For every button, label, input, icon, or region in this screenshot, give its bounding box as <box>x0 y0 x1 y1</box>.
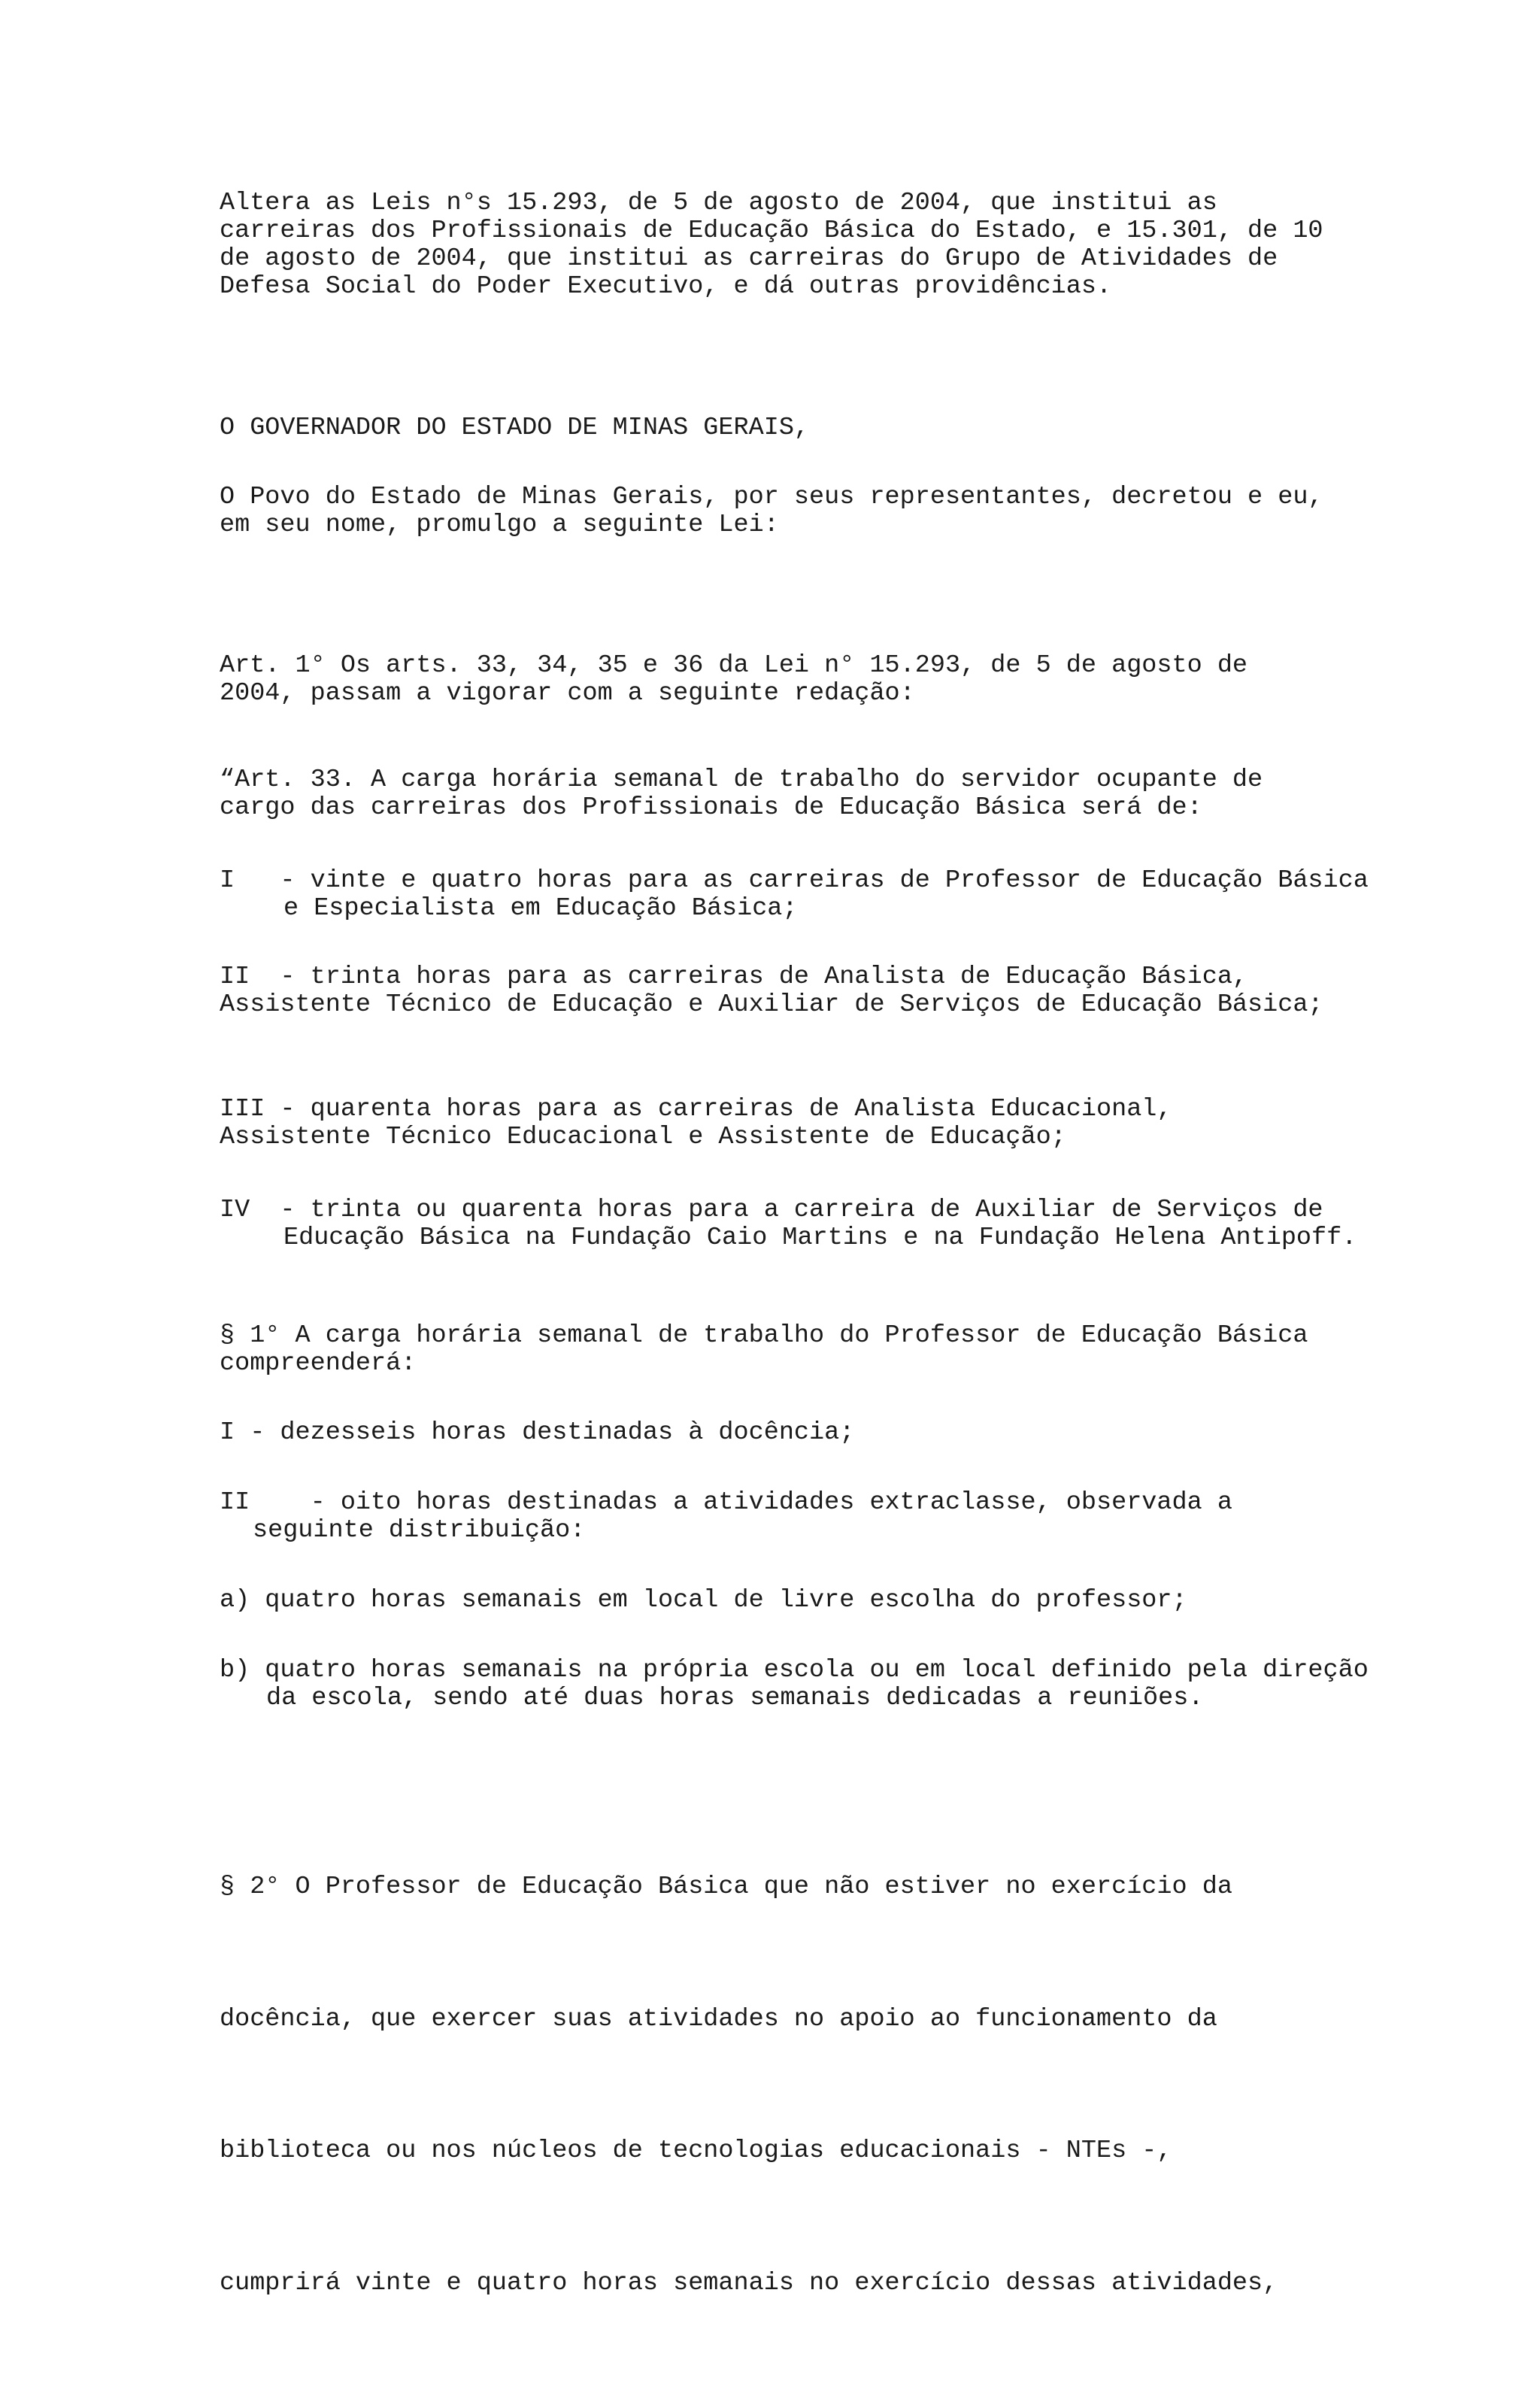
paragraph-2-line: cumprirá vinte e quatro horas semanais no exercício dessas atividades, <box>220 2268 1278 2297</box>
paragraph-1-item-i: I - dezesseis horas destinadas à docência; <box>220 1418 855 1447</box>
preamble-paragraph: O Povo do Estado de Minas Gerais, por seus representantes, decretou e eu, em seu nome, promulgo a seguinte Lei: <box>220 483 1338 539</box>
paragraph-1-item-b: b) quatro horas semanais na própria escola ou em local definido pela direção da escola, sendo até duas horas semanais dedicadas a reuniões. <box>220 1656 1384 1712</box>
paragraph-2 <box>220 1777 1332 2393</box>
article-33-caput: “Art. 33. A carga horária semanal de trabalho do servidor ocupante de cargo das carreiras dos Profissionais de Educação Básica será de: <box>220 766 1278 822</box>
paragraph-2-line: § 2° O Professor de Educação Básica que não estiver no exercício da <box>220 1873 1232 1901</box>
article-1-paragraph: Art. 1° Os arts. 33, 34, 35 e 36 da Lei n° 15.293, de 5 de agosto de 2004, passam a vigorar com a seguinte redação: <box>220 651 1263 708</box>
paragraph-1-item-a: a) quatro horas semanais em local de livre escolha do professor; <box>220 1586 1187 1615</box>
paragraph-1-item-ii: II - oito horas destinadas a atividades extraclasse, observada a seguinte distribuição: <box>220 1488 1248 1545</box>
paragraph-2-line: docência, que exercer suas atividades no apoio ao funcionamento da <box>220 2004 1217 2034</box>
ementa-paragraph: Altera as Leis n°s 15.293, de 5 de agosto de 2004, que institui as carreiras dos Profissionais de Educação Básica do Estado, e 15.301, de 10 de agosto de 2004, que institui as carreiras do Grupo de Atividades de Defesa Social do Poder Executivo, e dá outras providências. <box>220 189 1338 301</box>
article-33-item-i: I - vinte e quatro horas para as carreiras de Professor de Educação Básica e Especialista em Educação Básica; <box>220 866 1384 923</box>
paragraph-2-line: biblioteca ou nos núcleos de tecnologias educacionais - NTEs -, <box>220 2137 1172 2165</box>
governor-heading: O GOVERNADOR DO ESTADO DE MINAS GERAIS, <box>220 414 810 442</box>
article-33-item-iv: IV - trinta ou quarenta horas para a carreira de Auxiliar de Serviços de Educação Básica na Fundação Caio Martins e na Fundação Helena Antipoff. <box>220 1196 1357 1252</box>
article-33-item-iii: III - quarenta horas para as carreiras de Analista Educacional, Assistente Técnico Educacional e Assistente de Educação; <box>220 1095 1187 1151</box>
article-33-item-ii: II - trinta horas para as carreiras de Analista de Educação Básica, Assistente Técnico de Educação e Auxiliar de Serviços de Educação Básica; <box>220 963 1323 1019</box>
paragraph-1-caput: § 1° A carga horária semanal de trabalho do Professor de Educação Básica compreenderá: <box>220 1321 1323 1378</box>
